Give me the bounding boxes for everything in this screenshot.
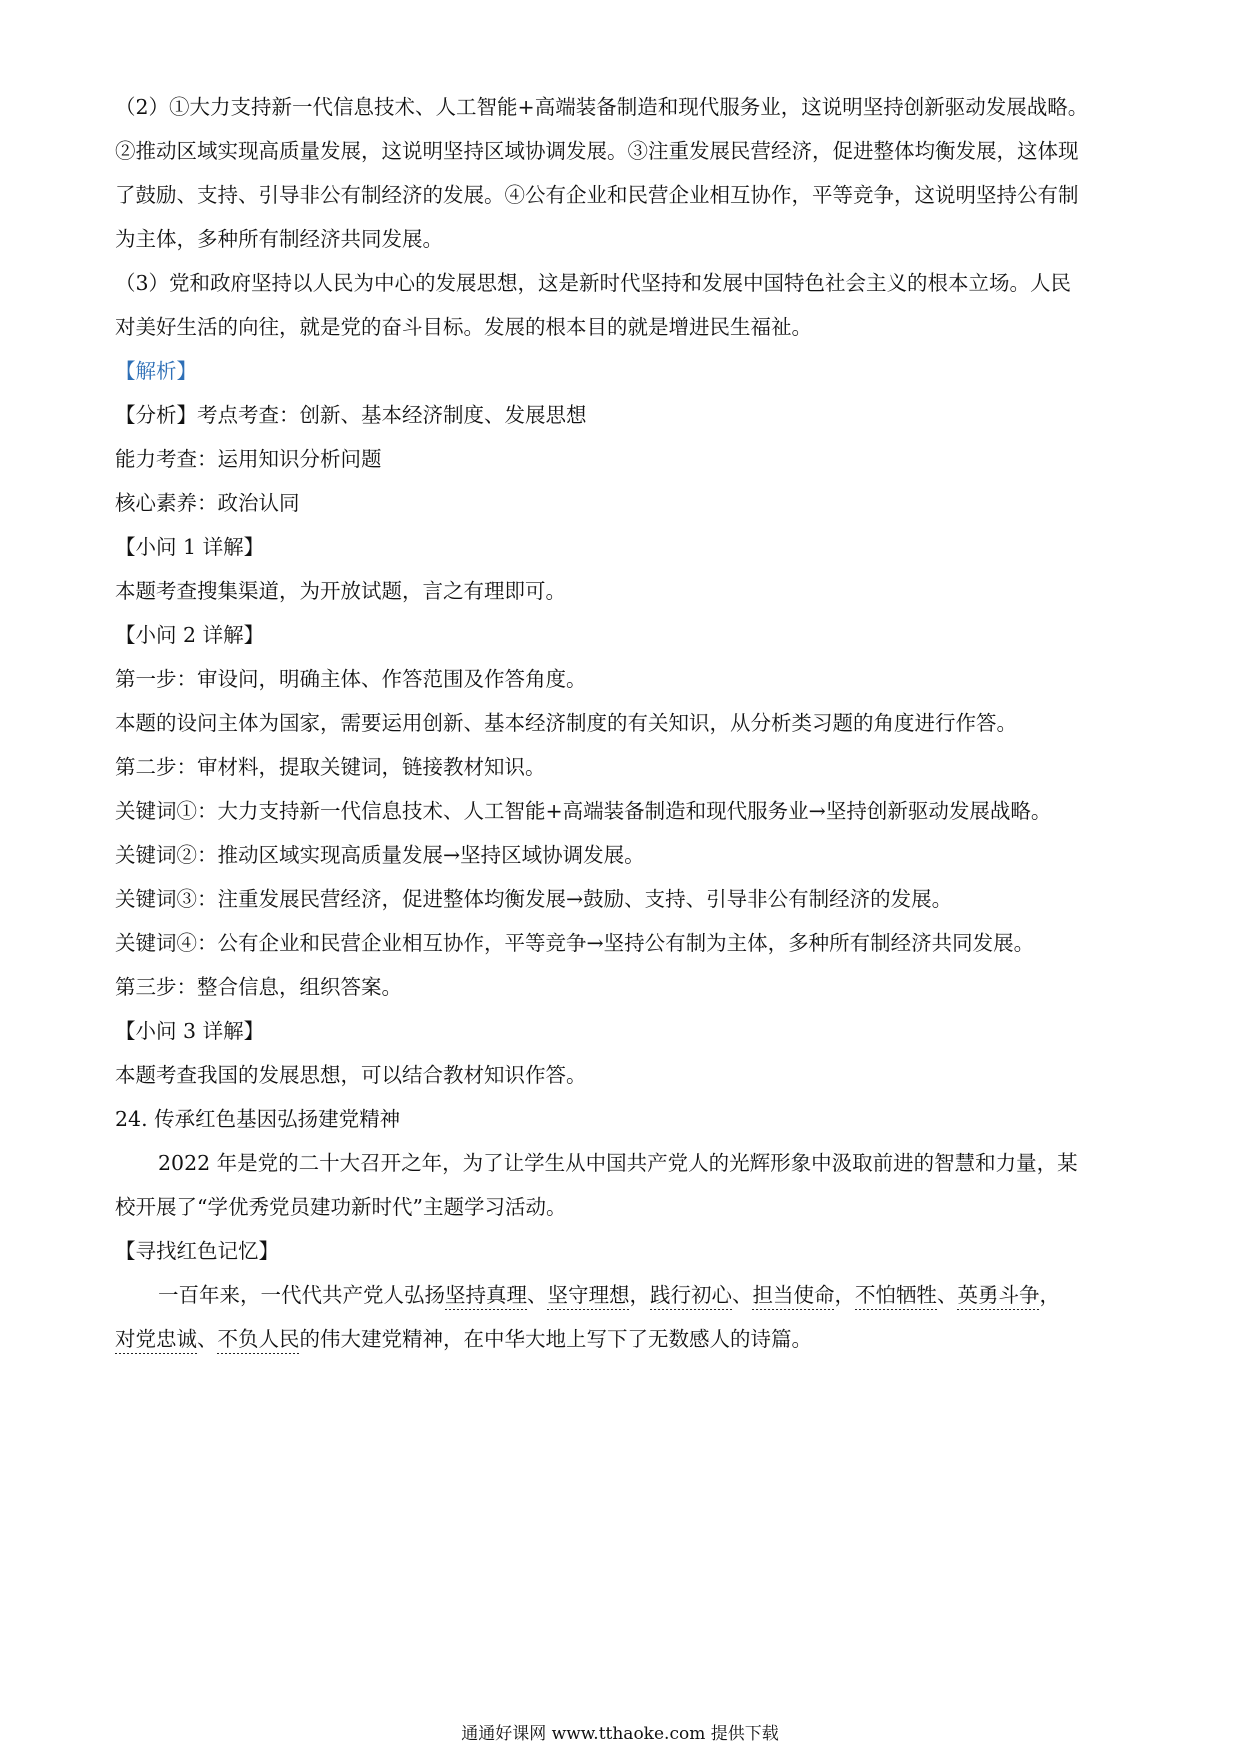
answer-q2-line-4: 为主体，多种所有制经济共同发展。 xyxy=(115,227,443,251)
red-memory-section-title: 【寻找红色记忆】 xyxy=(115,1239,279,1263)
punctuation: ， xyxy=(1039,1283,1060,1307)
question-24-intro-line-2: 校开展了“学优秀党员建功新时代”主题学习活动。 xyxy=(115,1195,567,1219)
punctuation: ， xyxy=(629,1283,650,1307)
sub-question-2-header: 【小问 2 详解】 xyxy=(115,623,265,647)
punctuation: ， xyxy=(834,1283,855,1307)
emphasized-phrase: 坚守理想 xyxy=(547,1283,630,1307)
memory-text: 一百年来，一代代共产党人弘扬 xyxy=(158,1283,445,1307)
punctuation: 、 xyxy=(197,1327,218,1351)
analysis-line: 核心素养：政治认同 xyxy=(115,491,300,515)
question-24-title: 24. 传承红色基因弘扬建党精神 xyxy=(115,1107,401,1131)
answer-q2-line-1: （2）①大力支持新一代信息技术、人工智能+高端装备制造和现代服务业，这说明坚持创新驱动发展战略。 xyxy=(115,95,1089,119)
emphasized-phrase: 英勇斗争 xyxy=(957,1283,1040,1307)
emphasized-phrase: 坚持真理 xyxy=(445,1283,527,1307)
analysis-line: 第三步：整合信息，组织答案。 xyxy=(115,975,402,999)
analysis-line: 【分析】考点考查：创新、基本经济制度、发展思想 xyxy=(115,403,587,427)
punctuation: 、 xyxy=(937,1283,958,1307)
emphasized-phrase: 对党忠诚 xyxy=(115,1327,197,1351)
red-memory-line-2 xyxy=(115,1324,1130,1354)
answer-q3-line-1: （3）党和政府坚持以人民为中心的发展思想，这是新时代坚持和发展中国特色社会主义的根本立场。人民 xyxy=(115,271,1072,295)
analysis-header: 【解析】 xyxy=(115,359,197,383)
keyword-line: 关键词②：推动区域实现高质量发展→坚持区域协调发展。 xyxy=(115,843,645,867)
sub-question-1-header: 【小问 1 详解】 xyxy=(115,535,265,559)
analysis-line: 第一步：审设问，明确主体、作答范围及作答角度。 xyxy=(115,667,587,691)
red-memory-line-1 xyxy=(158,1280,1130,1310)
emphasized-phrase: 不怕牺牲 xyxy=(855,1283,937,1307)
page-footer: 通通好课网 www.tthaoke.com 提供下载 xyxy=(461,1724,779,1744)
punctuation: 、 xyxy=(732,1283,753,1307)
keyword-line: 关键词④：公有企业和民营企业相互协作，平等竞争→坚持公有制为主体，多种所有制经济共同发展。 xyxy=(115,931,1035,955)
analysis-line: 第二步：审材料，提取关键词，链接教材知识。 xyxy=(115,755,546,779)
analysis-line: 能力考查：运用知识分析问题 xyxy=(115,447,382,471)
memory-text: 的伟大建党精神，在中华大地上写下了无数感人的诗篇。 xyxy=(299,1327,812,1351)
answer-q2-line-2: ②推动区域实现高质量发展，这说明坚持区域协调发展。③注重发展民营经济，促进整体均衡发展，这体现 xyxy=(115,139,1079,163)
answer-q2-line-3: 了鼓励、支持、引导非公有制经济的发展。④公有企业和民营企业相互协作，平等竞争，这说明坚持公有制 xyxy=(115,183,1079,207)
keyword-line: 关键词③：注重发展民营经济，促进整体均衡发展→鼓励、支持、引导非公有制经济的发展。 xyxy=(115,887,953,911)
emphasized-phrase: 践行初心 xyxy=(650,1283,732,1307)
answer-q3-line-2: 对美好生活的向往，就是党的奋斗目标。发展的根本目的就是增进民生福祉。 xyxy=(115,315,812,339)
keyword-line: 关键词①：大力支持新一代信息技术、人工智能+高端装备制造和现代服务业→坚持创新驱动发展战略。 xyxy=(115,799,1052,823)
analysis-line: 本题的设问主体为国家，需要运用创新、基本经济制度的有关知识，从分析类习题的角度进行作答。 xyxy=(115,711,1017,735)
emphasized-phrase: 不负人民 xyxy=(217,1327,300,1351)
emphasized-phrase: 担当使命 xyxy=(752,1283,835,1307)
punctuation: 、 xyxy=(527,1283,548,1307)
question-24-intro-line-1: 2022 年是党的二十大召开之年，为了让学生从中国共产党人的光辉形象中汲取前进的智慧和力量，某 xyxy=(158,1151,1078,1175)
analysis-line: 本题考查我国的发展思想，可以结合教材知识作答。 xyxy=(115,1063,587,1087)
analysis-line: 本题考查搜集渠道，为开放试题，言之有理即可。 xyxy=(115,579,566,603)
sub-question-3-header: 【小问 3 详解】 xyxy=(115,1019,265,1043)
